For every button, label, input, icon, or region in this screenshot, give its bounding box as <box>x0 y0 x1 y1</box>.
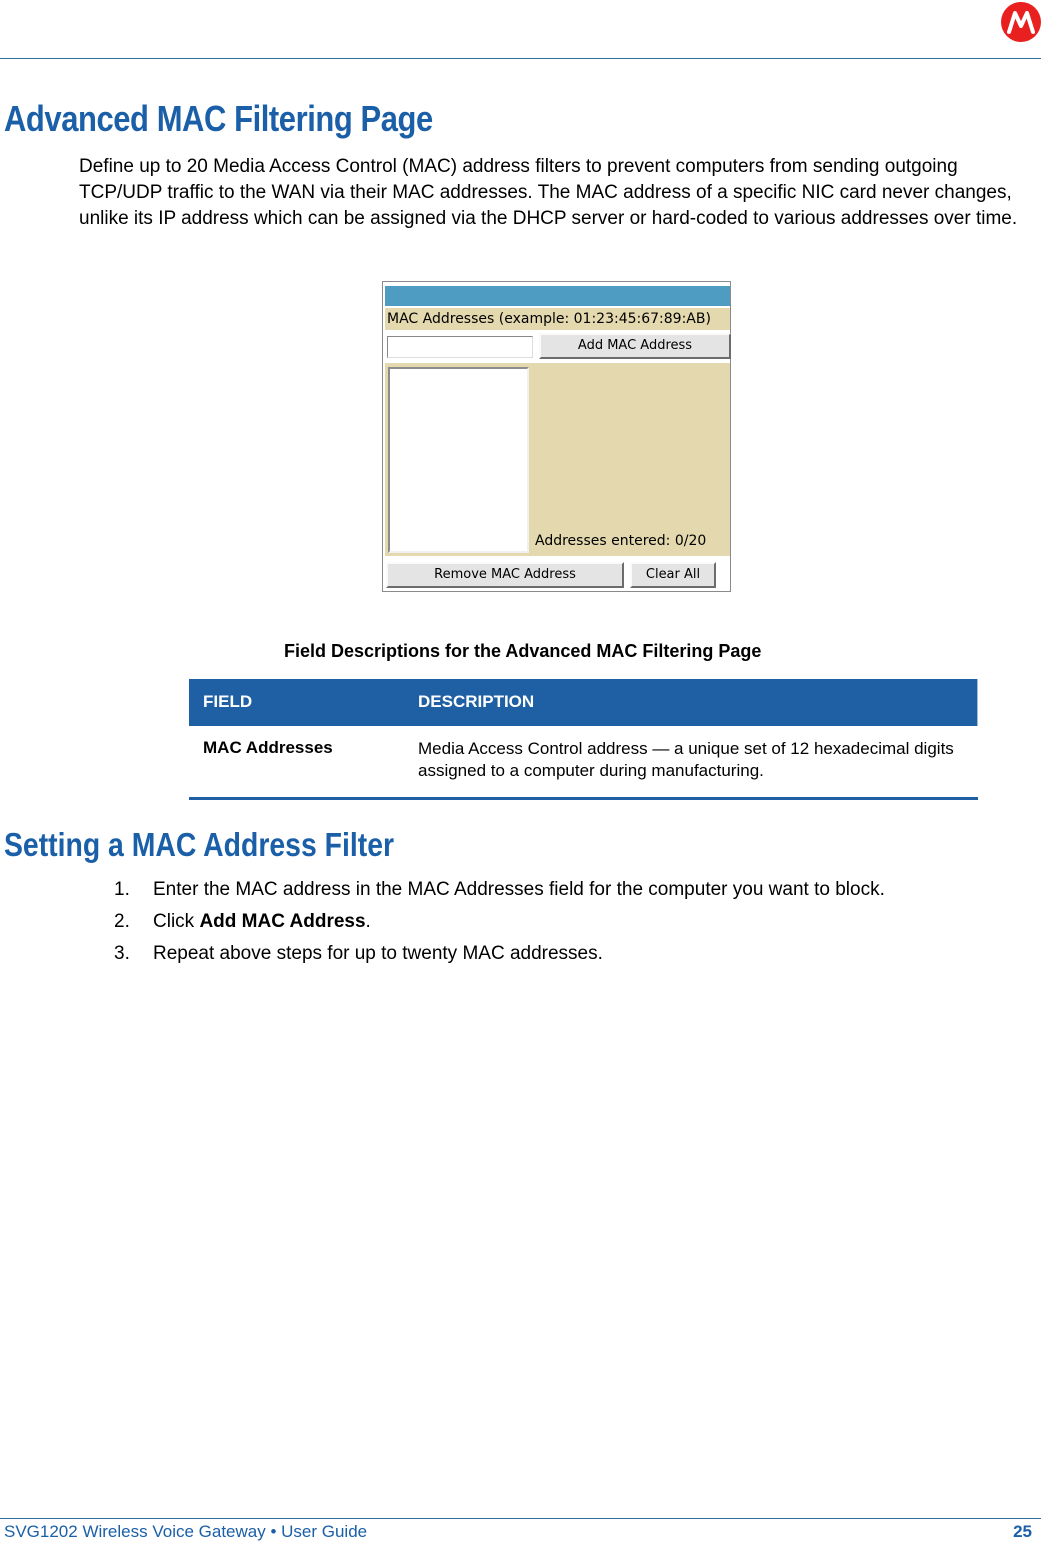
motorola-logo-icon <box>1001 2 1041 42</box>
section-heading: Setting a MAC Address Filter <box>4 826 395 863</box>
mac-filter-screenshot <box>382 281 731 592</box>
step-number: 1. <box>114 879 130 900</box>
footer-rule <box>0 1518 1041 1519</box>
mac-address-list[interactable] <box>388 367 529 553</box>
add-mac-address-button[interactable]: Add MAC Address <box>539 333 731 359</box>
ui-list-panel <box>385 363 730 556</box>
mac-address-input[interactable] <box>387 336 533 358</box>
page-number: 25 <box>1013 1522 1032 1541</box>
header-field: FIELD <box>203 692 253 711</box>
step-text: Repeat above steps for up to twenty MAC addresses. <box>153 943 603 964</box>
row-description: Media Access Control address — a unique set of 12 hexadecimal digits assigned to a computer during manufacturing. <box>418 739 954 780</box>
footer-title: SVG1202 Wireless Voice Gateway • User Guide <box>4 1522 368 1541</box>
table-header-row <box>189 679 978 726</box>
step-number: 3. <box>114 943 130 964</box>
mac-addresses-label: MAC Addresses (example: 01:23:45:67:89:AB) <box>385 308 730 330</box>
field-descriptions-table <box>189 679 978 800</box>
step-text: Enter the MAC address in the MAC Addresses field for the computer you want to block. <box>153 879 885 900</box>
header-rule <box>0 58 1041 59</box>
table-caption: Field Descriptions for the Advanced MAC Filtering Page <box>284 641 762 661</box>
ui-title-bar <box>385 286 730 306</box>
clear-all-button[interactable]: Clear All <box>630 562 716 588</box>
step-number: 2. <box>114 911 130 932</box>
page-title: Advanced MAC Filtering Page <box>4 98 433 139</box>
table-row <box>189 726 978 800</box>
header-description: DESCRIPTION <box>418 692 535 711</box>
row-field: MAC Addresses <box>203 738 333 757</box>
remove-mac-address-button[interactable]: Remove MAC Address <box>386 562 624 588</box>
addresses-entered-count: Addresses entered: 0/20 <box>535 533 707 549</box>
step-text: Click Add MAC Address. <box>153 911 371 932</box>
intro-paragraph: Define up to 20 Media Access Control (MAC) address filters to prevent computers from sending outgoing TCP/UDP traffic to the WAN via their MAC addresses. The MAC address of a specific NIC card never changes, unlike its IP address which can be assigned via the DHCP server or hard-coded to various addresses over time. <box>79 156 1018 229</box>
